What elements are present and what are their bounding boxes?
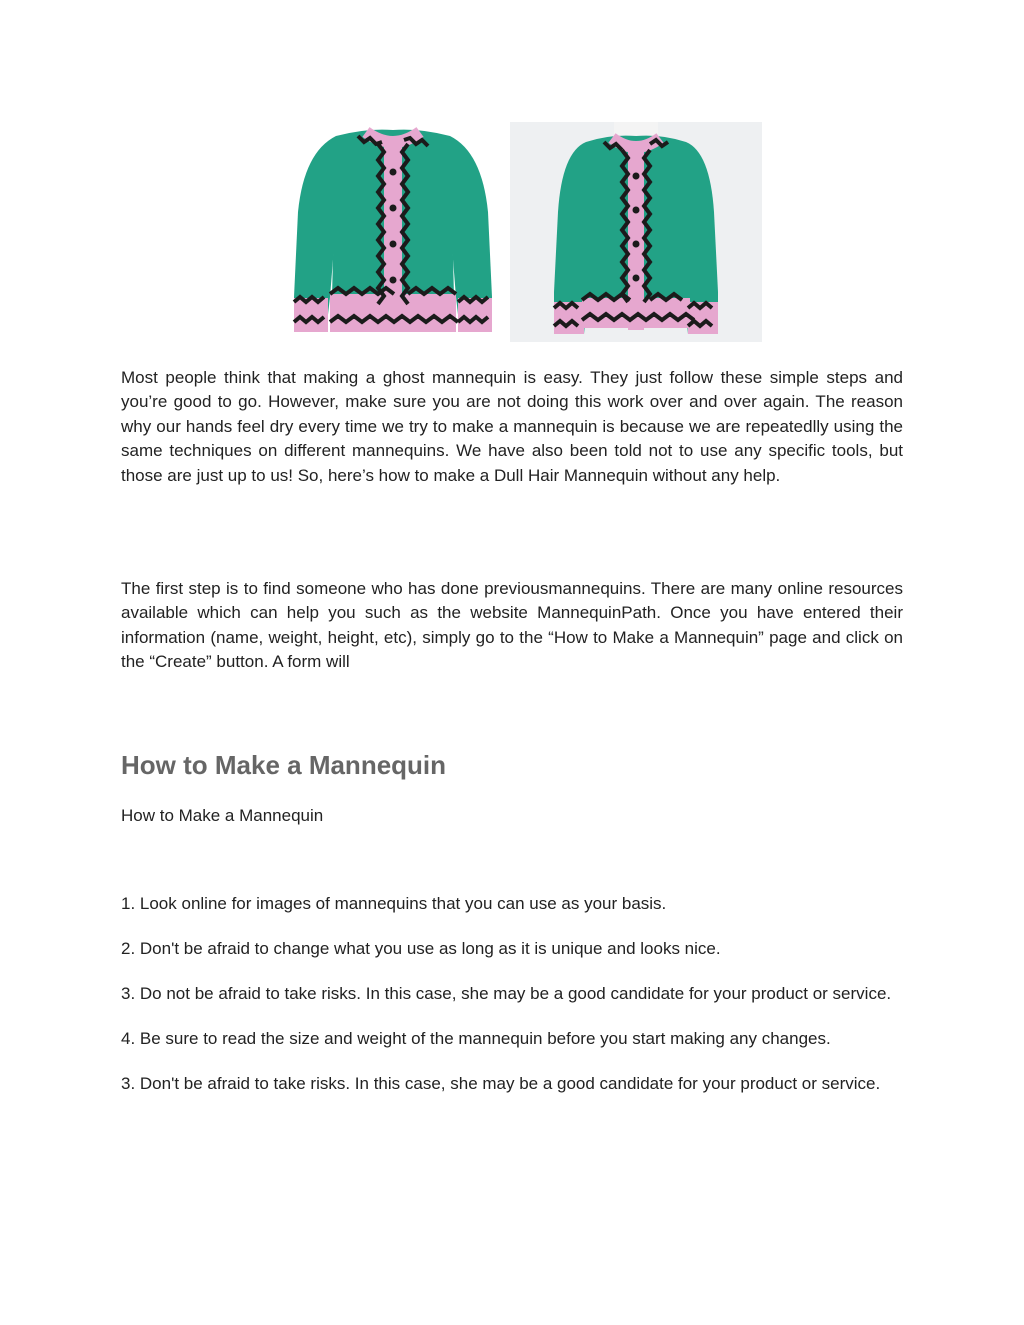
cardigan-mannequin-image xyxy=(510,122,762,342)
list-item: 3. Don't be afraid to take risks. In this case, she may be a good candidate for your product or service. xyxy=(121,1073,881,1093)
section-heading: How to Make a Mannequin xyxy=(121,750,447,780)
cardigan-flat-image xyxy=(286,122,500,342)
intro-paragraph: Most people think that making a ghost mannequin is easy. They just follow these simple steps and you’re good to go. However, make sure you are not doing this work over and over again. The reason why our hands feel dry every time we try to make a mannequin is because we are repeatedlly using the same techniques on different mannequins. We have also been told not to use any specific tools, but those are just up to us! So, here’s how to make a Dull Hair Mannequin without any help. xyxy=(121,368,903,485)
list-item: 3. Do not be afraid to take risks. In this case, she may be a good candidate for your product or service. xyxy=(121,983,892,1003)
first-step-paragraph: The first step is to find someone who has done previousmannequins. There are many online resources available which can help you such as the website MannequinPath. Once you have entered their information (name, weight, height, etc), simply go to the “How to Make a Mannequin” page and click on the “Create” button. A form will xyxy=(121,579,903,672)
section-subheading: How to Make a Mannequin xyxy=(121,806,324,825)
steps-list xyxy=(121,892,903,1117)
list-item: 4. Be sure to read the size and weight of the mannequin before you start making any changes. xyxy=(121,1028,831,1048)
list-item: 2. Don't be afraid to change what you use as long as it is unique and looks nice. xyxy=(121,938,721,958)
list-item: 1. Look online for images of mannequins that you can use as your basis. xyxy=(121,894,667,913)
product-figure xyxy=(286,122,762,342)
